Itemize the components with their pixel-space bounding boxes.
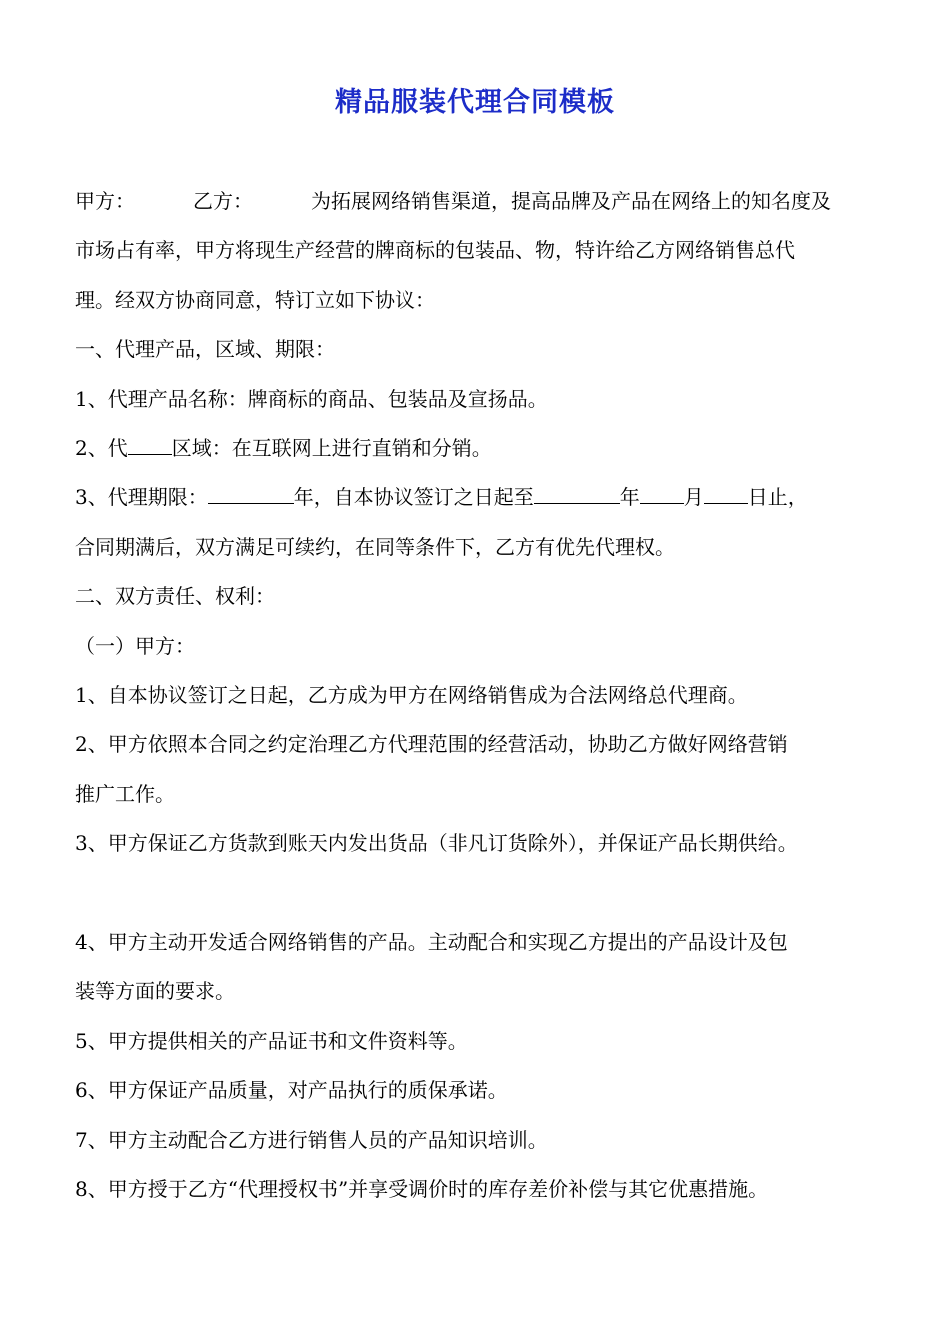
intro-line-1 [75,177,890,226]
blank-line [75,869,890,918]
section-2-item-3: 3、甲方保证乙方货款到账天内发出货品（非凡订货除外），并保证产品长期供给。 [75,831,798,856]
section-2-item-2-line-1: 2、甲方依照本合同之约定治理乙方代理范围的经营活动，协助乙方做好网络营销 [75,732,788,757]
section-2-item-2-line-2: 推广工作。 [75,781,175,806]
section-1-item-1: 1、代理产品名称：牌商标的商品、包装品及宣扬品。 [75,386,548,411]
blank-field [208,486,294,504]
section-2-subheading: （一）甲方： [75,633,195,658]
document-title: 精品服装代理合同模板 [335,87,615,118]
blank-field [704,486,748,504]
blank-field [128,437,172,455]
section-1-item-3: 3、代理期限： 年，自本协议签订之日起至 年 月 日止， [75,485,808,510]
section-2-item-7: 7、甲方主动配合乙方进行销售人员的产品知识培训。 [75,1127,548,1152]
document-body [75,177,890,1215]
section-1-item-2: 2、代 区域：在互联网上进行直销和分销。 [75,436,492,461]
intro-line-3: 理。经双方协商同意，特订立如下协议： [75,287,435,312]
party-b-label: 乙方： [193,189,253,213]
section-1-item-3-line-2: 合同期满后，双方满足可续约，在同等条件下，乙方有优先代理权。 [75,534,675,559]
section-2-item-1: 1、自本协议签订之日起，乙方成为甲方在网络销售成为合法网络总代理商。 [75,683,748,708]
party-a-label: 甲方： [75,189,135,213]
section-2-item-4-line-2: 装等方面的要求。 [75,979,235,1004]
blank-field [534,486,620,504]
section-2-item-4-line-1: 4、甲方主动开发适合网络销售的产品。主动配合和实现乙方提出的产品设计及包 [75,930,788,955]
section-2-item-6: 6、甲方保证产品质量，对产品执行的质保承诺。 [75,1078,508,1103]
section-1-heading: 一、代理产品，区域、期限： [75,337,335,362]
section-2-item-8: 8、甲方授于乙方“代理授权书”并享受调价时的库存差价补偿与其它优惠措施。 [75,1177,769,1202]
section-2-item-5: 5、甲方提供相关的产品证书和文件资料等。 [75,1028,468,1053]
intro-line-1-text: 为拓展网络销售渠道，提高品牌及产品在网络上的知名度及 [311,189,831,213]
blank-field [640,486,684,504]
intro-line-2: 市场占有率，甲方将现生产经营的牌商标的包装品、物，特许给乙方网络销售总代 [75,238,795,263]
section-2-heading: 二、双方责任、权利： [75,584,275,609]
